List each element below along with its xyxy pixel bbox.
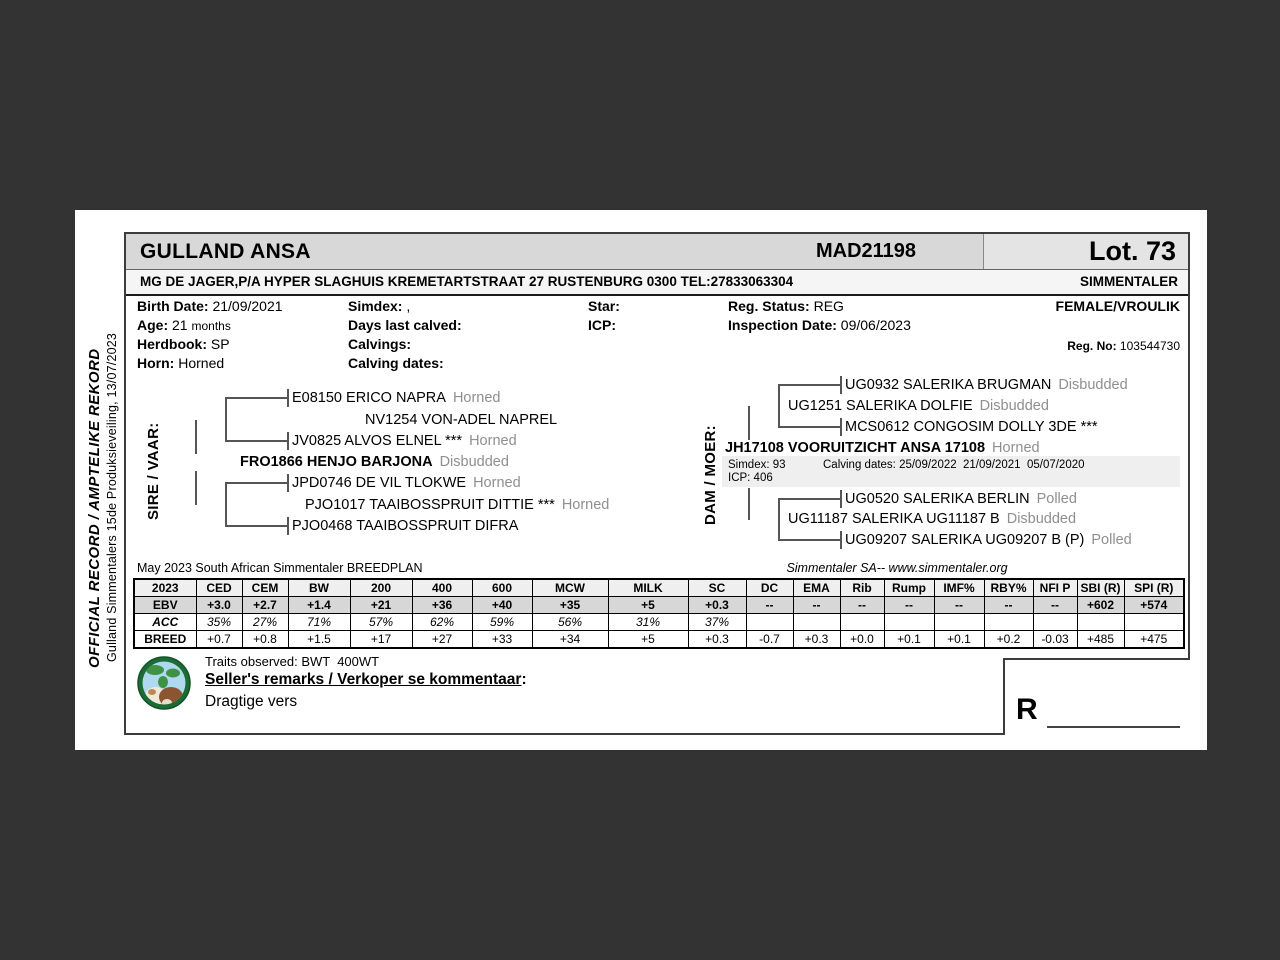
table-cell: +475	[1124, 631, 1184, 649]
pedigree-animal: UG0520 SALERIKA BERLIN Polled	[845, 491, 1077, 507]
table-cell: +1.4	[288, 597, 350, 614]
sex: FEMALE/VROULIK	[1055, 298, 1180, 314]
table-header-cell: SPI (R)	[1124, 579, 1184, 597]
seller-remarks-text: Dragtige vers	[205, 693, 298, 710]
table-cell: +0.0	[840, 631, 884, 649]
card-border	[124, 232, 126, 735]
pedigree-animal: UG0932 SALERIKA BRUGMAN Disbudded	[845, 377, 1128, 393]
table-cell: +34	[532, 631, 608, 649]
dam-calving-dates: Calving dates: 25/09/2022 21/09/2021 05/07/2020	[823, 459, 1085, 471]
tree-line	[840, 490, 842, 508]
table-cell: --	[934, 597, 984, 614]
dam-label: DAM / MOER:	[702, 425, 719, 525]
tree-line	[840, 531, 842, 549]
table-row-label: BREED	[134, 631, 196, 649]
table-cell: +35	[532, 597, 608, 614]
table-cell: +0.1	[884, 631, 934, 649]
table-cell: +0.2	[984, 631, 1033, 649]
table-cell: +485	[1077, 631, 1124, 649]
tree-line	[778, 539, 840, 541]
days-last-calved: Days last calved:	[348, 317, 462, 333]
horn: Horn: Horned	[137, 355, 225, 371]
seller-address: MG DE JAGER,P/A HYPER SLAGHUIS KREMETARTSTRAAT 27 RUSTENBURG 0300 TEL:27833063304	[140, 274, 794, 289]
table-cell	[884, 614, 934, 631]
birth-date: Birth Date: 21/09/2021	[137, 298, 283, 314]
table-header-cell: MCW	[532, 579, 608, 597]
table-cell: --	[984, 597, 1033, 614]
tree-line	[778, 498, 840, 500]
side-text-sale-info: Gulland Simmentalers 15de Produksieveiling, 13/07/2023	[105, 332, 119, 662]
table-header-row	[134, 579, 1184, 597]
tree-line	[287, 432, 289, 450]
table-header-cell: CED	[196, 579, 242, 597]
tree-line	[748, 406, 750, 440]
breedplan-table	[133, 578, 1185, 649]
table-cell: +2.7	[242, 597, 288, 614]
table-header-cell: 2023	[134, 579, 196, 597]
pedigree-animal: MCS0612 CONGOSIM DOLLY 3DE ***	[845, 419, 1098, 435]
table-cell: 59%	[472, 614, 532, 631]
table-cell: 57%	[350, 614, 412, 631]
tree-line	[287, 517, 289, 535]
table-cell: -0.03	[1033, 631, 1077, 649]
table-row	[134, 597, 1184, 614]
inspection-date: Inspection Date: 09/06/2023	[728, 317, 911, 333]
tree-line	[748, 488, 750, 520]
pedigree-animal: JPD0746 DE VIL TLOKWE Horned	[292, 475, 521, 491]
table-cell: +27	[412, 631, 472, 649]
table-header-cell: NFI P	[1033, 579, 1077, 597]
table-cell: +0.3	[688, 631, 746, 649]
animal-name: GULLAND ANSA	[140, 240, 311, 263]
table-header-cell: RBY%	[984, 579, 1033, 597]
table-row	[134, 614, 1184, 631]
tree-line	[778, 426, 840, 428]
table-cell	[840, 614, 884, 631]
table-cell: --	[746, 597, 793, 614]
icp: ICP:	[588, 317, 616, 333]
table-cell	[934, 614, 984, 631]
lot-number: Lot. 73	[983, 234, 1188, 269]
card-border	[1188, 232, 1190, 660]
address-bar	[126, 270, 1188, 296]
herdbook: Herdbook: SP	[137, 336, 230, 352]
table-cell: +0.1	[934, 631, 984, 649]
table-row-label: EBV	[134, 597, 196, 614]
table-row-label: ACC	[134, 614, 196, 631]
pedigree-animal: E08150 ERICO NAPRA Horned	[292, 390, 501, 406]
traits-observed: Traits observed: BWT 400WT	[205, 654, 380, 669]
table-cell: +5	[608, 631, 688, 649]
table-header-cell: MILK	[608, 579, 688, 597]
society-url: Simmentaler SA-- www.simmentaler.org	[786, 561, 1008, 575]
pedigree-animal: PJO1017 TAAIBOSSPRUIT DITTIE *** Horned	[305, 497, 610, 513]
table-header-cell: DC	[746, 579, 793, 597]
tree-line	[195, 420, 197, 454]
sire-label: SIRE / VAAR:	[145, 422, 162, 520]
calving-dates: Calving dates:	[348, 355, 444, 371]
table-cell: +3.0	[196, 597, 242, 614]
table-cell: +1.5	[288, 631, 350, 649]
table-header-cell: 600	[472, 579, 532, 597]
tree-line	[225, 525, 287, 527]
table-cell: +0.3	[793, 631, 840, 649]
table-header-cell: Rump	[884, 579, 934, 597]
table-header-cell: Rib	[840, 579, 884, 597]
age: Age: 21 months	[137, 317, 231, 333]
table-header-cell: IMF%	[934, 579, 984, 597]
table-cell: +602	[1077, 597, 1124, 614]
tree-line	[778, 384, 840, 386]
table-row	[134, 631, 1184, 649]
table-cell	[1077, 614, 1124, 631]
tree-line	[778, 384, 780, 428]
star: Star:	[588, 298, 620, 314]
tree-line	[225, 397, 227, 442]
tree-line	[840, 376, 842, 394]
card-border	[124, 733, 1005, 735]
table-cell	[1033, 614, 1077, 631]
tree-line	[225, 482, 227, 527]
pedigree-animal: PJO0468 TAAIBOSSPRUIT DIFRA	[292, 518, 519, 534]
table-header-cell: CEM	[242, 579, 288, 597]
dam-production-band	[722, 456, 1180, 487]
table-cell: +17	[350, 631, 412, 649]
table-cell: 56%	[532, 614, 608, 631]
table-cell: 31%	[608, 614, 688, 631]
table-cell: +0.8	[242, 631, 288, 649]
table-cell: +33	[472, 631, 532, 649]
table-cell	[746, 614, 793, 631]
tree-line	[287, 389, 289, 407]
tree-line	[195, 471, 197, 505]
dam-icp: ICP: 406	[728, 472, 773, 484]
pedigree-sire: FRO1866 HENJO BARJONA Disbudded	[240, 454, 509, 470]
table-cell: +21	[350, 597, 412, 614]
title-bar	[126, 234, 1188, 270]
animal-id: MAD21198	[815, 240, 917, 262]
table-cell: +40	[472, 597, 532, 614]
table-cell: --	[1033, 597, 1077, 614]
side-text-official-record: OFFICIAL RECORD / AMPTELIKE REKORD	[86, 348, 103, 668]
table-cell: 37%	[688, 614, 746, 631]
simmentaler-logo-icon	[137, 656, 191, 710]
table-cell: 27%	[242, 614, 288, 631]
dam-simdex: Simdex: 93	[728, 459, 786, 471]
pedigree-animal: UG1251 SALERIKA DOLFIE Disbudded	[788, 398, 1049, 414]
table-header-cell: EMA	[793, 579, 840, 597]
pedigree-animal: JV0825 ALVOS ELNEL *** Horned	[292, 433, 517, 449]
breed-name: SIMMENTALER	[1080, 274, 1178, 289]
breedplan-caption: May 2023 South African Simmentaler BREEDPLAN	[137, 561, 423, 575]
table-cell: 35%	[196, 614, 242, 631]
seller-remarks-heading: Seller's remarks / Verkoper se kommentaar:	[205, 671, 527, 688]
card-border	[1003, 658, 1190, 660]
simdex: Simdex: ,	[348, 298, 411, 314]
document-page	[75, 210, 1207, 750]
price-write-in-line	[1047, 726, 1180, 728]
pedigree-animal: UG09207 SALERIKA UG09207 B (P) Polled	[845, 532, 1132, 548]
reg-status: Reg. Status: REG	[728, 298, 844, 314]
tree-line	[840, 418, 842, 436]
table-cell: +0.7	[196, 631, 242, 649]
table-header-cell: 400	[412, 579, 472, 597]
table-header-cell: SBI (R)	[1077, 579, 1124, 597]
table-cell: +5	[608, 597, 688, 614]
tree-line	[287, 474, 289, 492]
table-cell: -0.7	[746, 631, 793, 649]
table-cell: --	[793, 597, 840, 614]
card-border	[1003, 658, 1005, 735]
table-header-cell: BW	[288, 579, 350, 597]
pedigree-dam: JH17108 VOORUITZICHT ANSA 17108 Horned	[725, 440, 1040, 456]
table-cell	[984, 614, 1033, 631]
tree-line	[778, 498, 780, 541]
table-header-cell: SC	[688, 579, 746, 597]
calvings: Calvings:	[348, 336, 412, 352]
pedigree-animal: UG11187 SALERIKA UG11187 B Disbudded	[788, 511, 1077, 527]
table-cell	[793, 614, 840, 631]
table-cell: 62%	[412, 614, 472, 631]
tree-line	[225, 482, 287, 484]
table-cell: +36	[412, 597, 472, 614]
table-cell: --	[884, 597, 934, 614]
table-cell: --	[840, 597, 884, 614]
price-currency-label: R	[1016, 693, 1038, 726]
table-cell: +0.3	[688, 597, 746, 614]
tree-line	[225, 440, 287, 442]
tree-line	[225, 397, 287, 399]
table-cell: +574	[1124, 597, 1184, 614]
reg-no: Reg. No: 103544730	[1067, 339, 1180, 353]
table-cell	[1124, 614, 1184, 631]
table-header-cell: 200	[350, 579, 412, 597]
pedigree-animal: NV1254 VON-ADEL NAPREL	[365, 412, 558, 428]
table-cell: 71%	[288, 614, 350, 631]
